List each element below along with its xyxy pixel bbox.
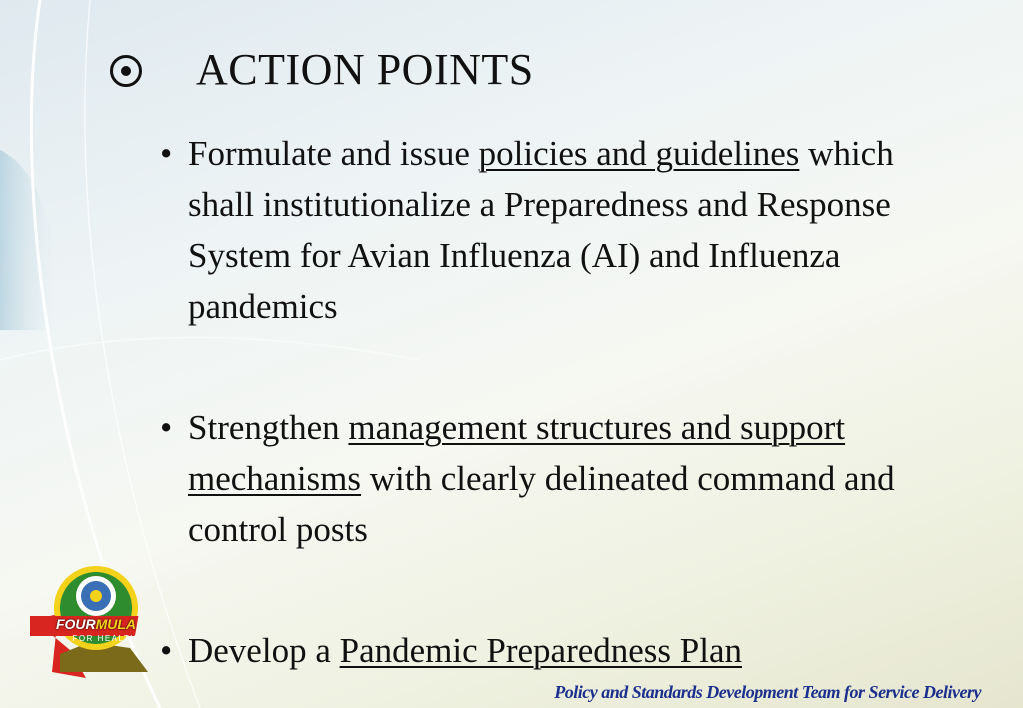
bullet-dot: • (160, 408, 173, 447)
logo-wordmark: FOURMULA (55, 616, 137, 632)
logo-subtitle: FOR HEALTH (72, 634, 138, 643)
footer-credit: Policy and Standards Development Team for Service Delivery (554, 682, 981, 702)
bullet-emphasis: policies and guidelines (478, 134, 800, 173)
bullet-text: with clearly delineated command and control posts (188, 459, 895, 549)
circle-bullet-icon (110, 55, 142, 87)
bullet-emphasis: Pandemic Preparedness Plan (339, 631, 743, 670)
bullet-item (160, 625, 950, 676)
bullet-item (160, 402, 950, 555)
bullet-text: which shall institutionalize a Preparedness and Response System for Avian Influenza (AI) and Influenza pandemics (188, 134, 894, 326)
slide-title-text: ACTION POINTS (196, 45, 534, 94)
bullet-emphasis: management structures and support mechanisms (188, 408, 846, 498)
slide-title (110, 44, 534, 95)
bullet-dot: • (160, 631, 173, 670)
bullet-item (160, 128, 950, 332)
bullet-dot: • (160, 134, 173, 173)
bullet-list (160, 128, 950, 676)
bullet-text: Develop a (188, 631, 340, 670)
bullet-text: Formulate and issue (188, 134, 479, 173)
bullet-text: Strengthen (188, 408, 349, 447)
